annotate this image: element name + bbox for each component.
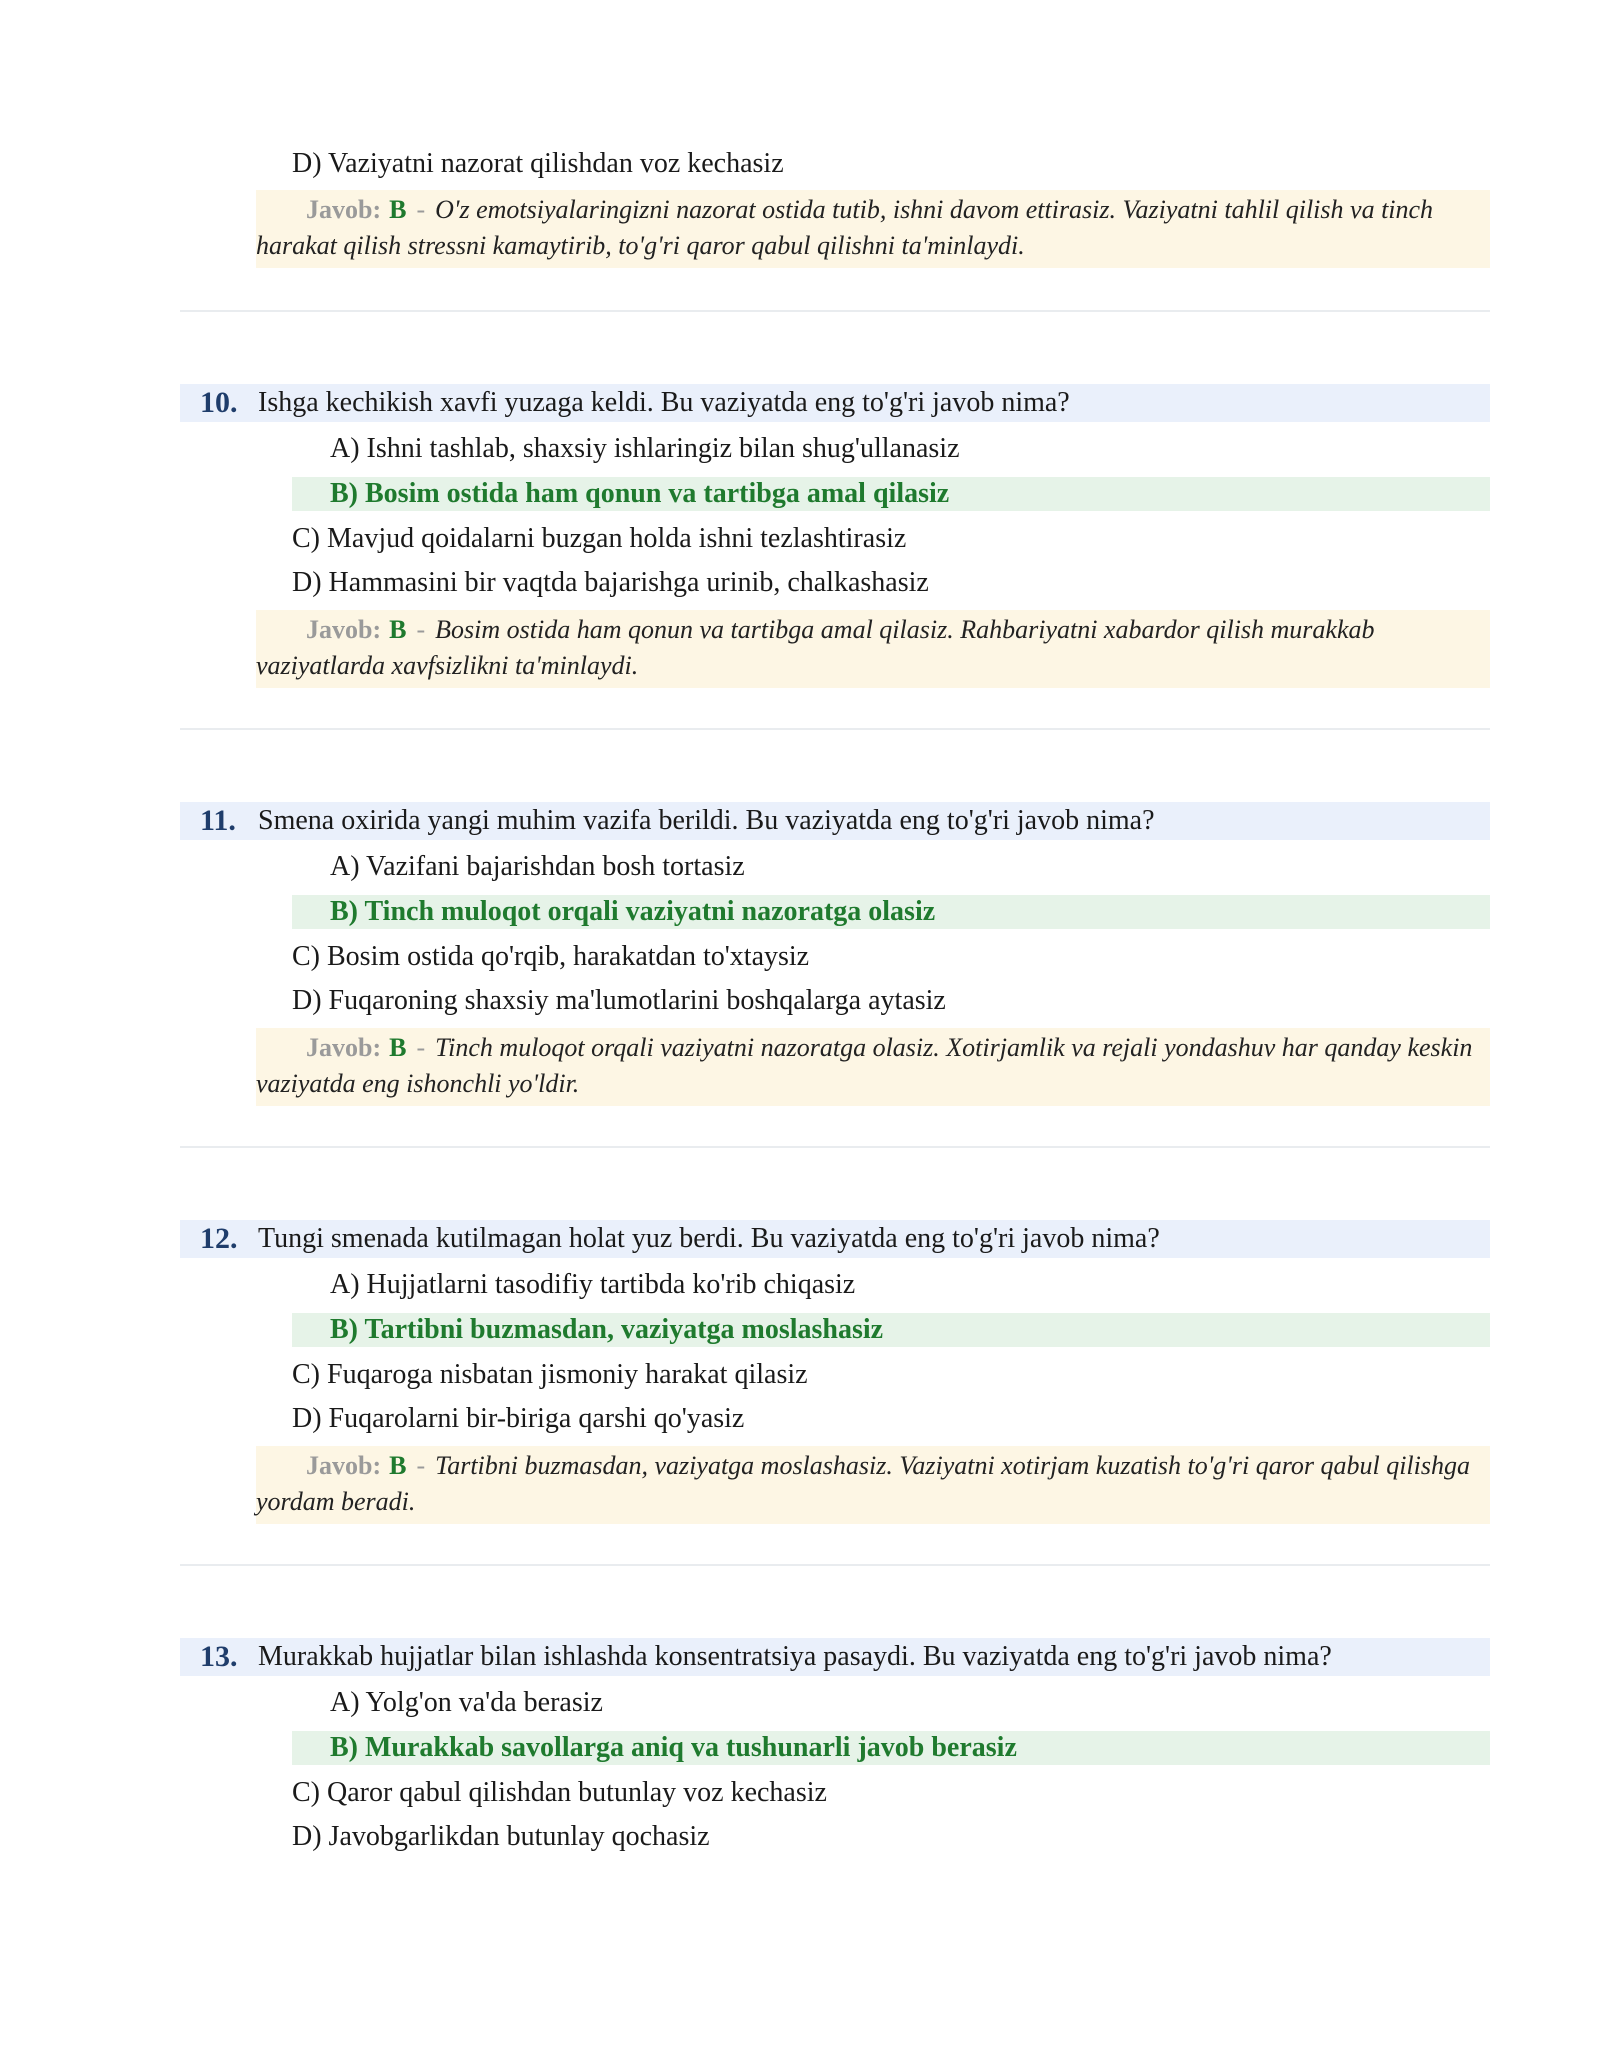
option-d: D) Hammasini bir vaqtda bajarishga urinib, chalkashasiz — [292, 567, 929, 598]
answer-letter: B — [389, 615, 407, 644]
option-b: B) Bosim ostida ham qonun va tartibga amal qilasiz — [330, 478, 950, 509]
question-number: 13. — [200, 1640, 238, 1673]
question-header — [180, 1220, 1490, 1258]
answer-dash: - — [416, 615, 426, 644]
section-divider — [180, 1146, 1490, 1148]
section-divider — [180, 310, 1490, 312]
answer-letter: B — [389, 1033, 407, 1062]
option-d: D) Javobgarlikdan butunlay qochasiz — [292, 1821, 710, 1852]
option-c: C) Bosim ostida qo'rqib, harakatdan to'xtaysiz — [292, 941, 810, 972]
answer-dash: - — [416, 1451, 426, 1480]
question-text: Tungi smenada kutilmagan holat yuz berdi. Bu vaziyatda eng to'g'ri javob nima? — [258, 1223, 1160, 1254]
option-d: D) Fuqarolarni bir-biriga qarshi qo'yasiz — [292, 1403, 745, 1434]
answer-box — [256, 1446, 1490, 1524]
option-a: A) Ishni tashlab, shaxsiy ishlaringiz bilan shug'ullanasiz — [330, 433, 960, 464]
answer-letter: B — [389, 195, 407, 224]
answer-label: Javob: — [306, 195, 382, 224]
answer-box — [256, 1028, 1490, 1106]
question-number: 12. — [200, 1222, 238, 1255]
answer-text: O'z emotsiyalaringizni nazorat ostida tutib, ishni davom ettirasiz. Vaziyatni tahlil qilish va tinch harakat qilish stressni kamaytirib, to'g'ri qaror qabul qilishni ta'minlaydi. — [256, 195, 1434, 260]
option-c: C) Mavjud qoidalarni buzgan holda ishni tezlashtirasiz — [292, 523, 907, 554]
option-b: B) Murakkab savollarga aniq va tushunarli javob berasiz — [330, 1732, 1017, 1763]
answer-letter: B — [389, 1451, 407, 1480]
question-header — [180, 384, 1490, 422]
answer-box — [256, 190, 1490, 268]
answer-paragraph — [256, 1448, 1484, 1520]
answer-text: Bosim ostida ham qonun va tartibga amal qilasiz. Rahbariyatni xabardor qilish murakkab vaziyatlarda xavfsizlikni ta'minlaydi. — [256, 615, 1375, 680]
answer-dash: - — [416, 1033, 426, 1062]
answer-dash: - — [416, 195, 426, 224]
option-a: A) Hujjatlarni tasodifiy tartibda ko'rib chiqasiz — [330, 1269, 856, 1300]
answer-box — [256, 610, 1490, 688]
question-text: Smena oxirida yangi muhim vazifa berildi. Bu vaziyatda eng to'g'ri javob nima? — [258, 805, 1155, 836]
option-a: A) Yolg'on va'da berasiz — [330, 1687, 603, 1718]
question-number: 11. — [200, 804, 236, 837]
answer-paragraph — [256, 1030, 1484, 1102]
question-text: Ishga kechikish xavfi yuzaga keldi. Bu vaziyatda eng to'g'ri javob nima? — [258, 387, 1070, 418]
answer-label: Javob: — [306, 1033, 382, 1062]
section-divider — [180, 1564, 1490, 1566]
question-header — [180, 802, 1490, 840]
question-text: Murakkab hujjatlar bilan ishlashda konsentratsiya pasaydi. Bu vaziyatda eng to'g'ri javob nima? — [258, 1641, 1332, 1672]
option-a: A) Vazifani bajarishdan bosh tortasiz — [330, 851, 745, 882]
correct-option — [292, 477, 1490, 511]
correct-option — [292, 1731, 1490, 1765]
question-number: 10. — [200, 386, 238, 419]
correct-option — [292, 1313, 1490, 1347]
option-c: C) Fuqaroga nisbatan jismoniy harakat qilasiz — [292, 1359, 808, 1390]
correct-option — [292, 895, 1490, 929]
answer-paragraph — [256, 192, 1484, 264]
option-b: B) Tartibni buzmasdan, vaziyatga moslashasiz — [330, 1314, 884, 1345]
option-d: D) Fuqaroning shaxsiy ma'lumotlarini boshqalarga aytasiz — [292, 985, 946, 1016]
question-header — [180, 1638, 1490, 1676]
answer-label: Javob: — [306, 615, 382, 644]
answer-text: Tartibni buzmasdan, vaziyatga moslashasiz. Vaziyatni xotirjam kuzatish to'g'ri qaror qabul qilishga yordam beradi. — [256, 1451, 1470, 1516]
option-b: B) Tinch muloqot orqali vaziyatni nazoratga olasiz — [330, 896, 936, 927]
answer-text: Tinch muloqot orqali vaziyatni nazoratga olasiz. Xotirjamlik va rejali yondashuv har qanday keskin vaziyatda eng ishonchli yo'ldir. — [256, 1033, 1473, 1098]
section-divider — [180, 728, 1490, 730]
answer-label: Javob: — [306, 1451, 382, 1480]
option-d: D) Vaziyatni nazorat qilishdan voz kechasiz — [292, 148, 784, 179]
option-c: C) Qaror qabul qilishdan butunlay voz kechasiz — [292, 1777, 827, 1808]
answer-paragraph — [256, 612, 1484, 684]
